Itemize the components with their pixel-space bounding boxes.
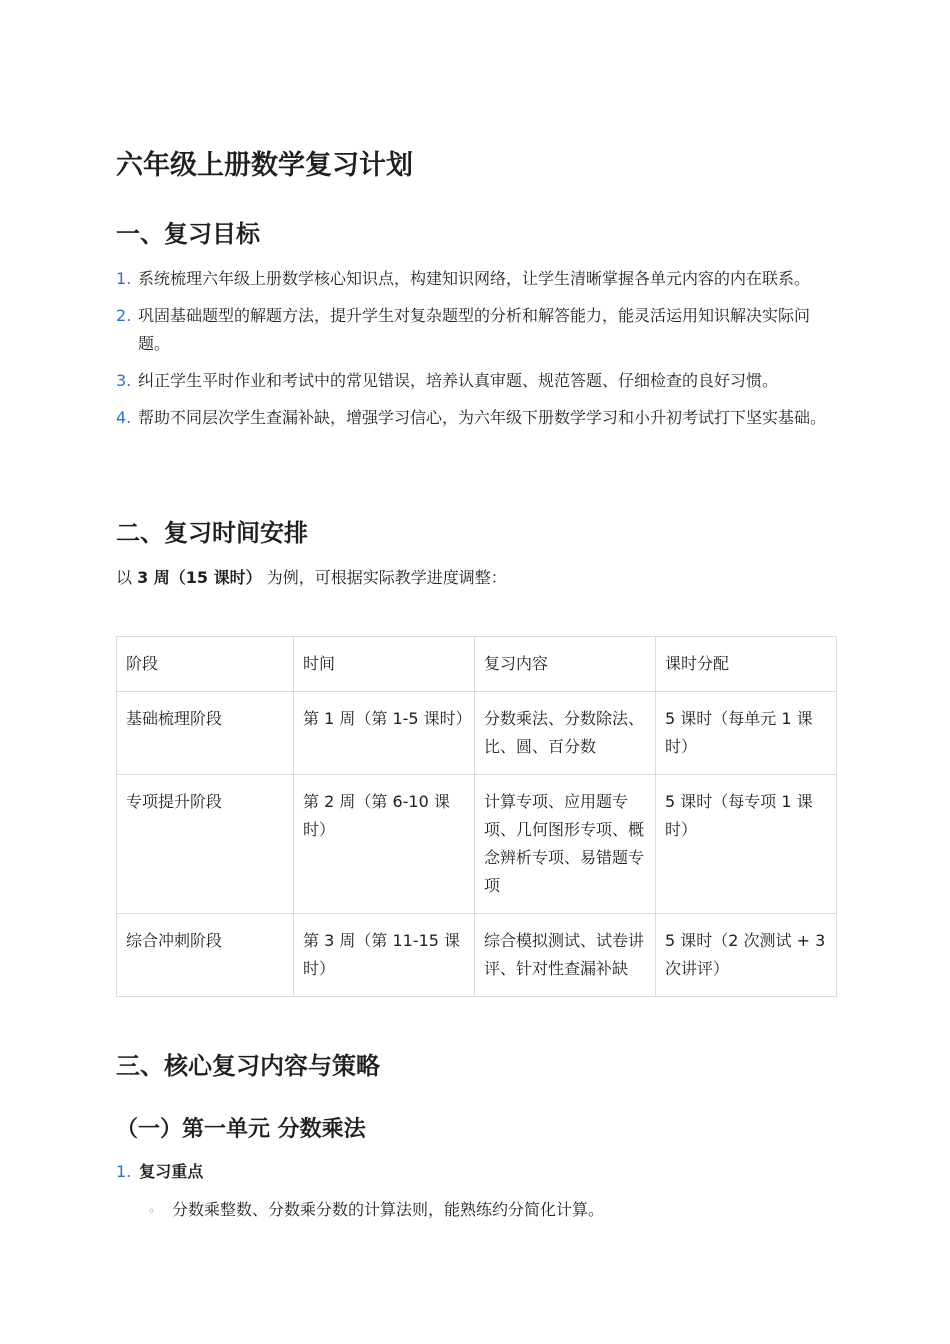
schedule-intro xyxy=(116,564,507,592)
document-title: 六年级上册数学复习计划 xyxy=(116,150,413,181)
table-cell: 专项提升阶段 xyxy=(117,775,294,914)
list-item xyxy=(116,265,836,293)
list-item-text: 纠正学生平时作业和考试中的常见错误，培养认真审题、规范答题、仔细检查的良好习惯。 xyxy=(138,371,779,390)
table-cell: 5 课时（每单元 1 课时） xyxy=(656,692,837,775)
intro-bold: 3 周（15 课时） xyxy=(137,568,262,587)
sub-heading-unit1: （一）第一单元 分数乘法 xyxy=(116,1117,366,1142)
focus-item xyxy=(116,1158,203,1186)
list-item-text: 系统梳理六年级上册数学核心知识点，构建知识网络，让学生清晰掌握各单元内容的内在联系。 xyxy=(138,269,811,288)
intro-suffix: 为例，可根据实际教学进度调整： xyxy=(261,568,507,587)
list-number: 1. xyxy=(116,1162,132,1181)
section-heading-goals: 一、复习目标 xyxy=(116,220,260,248)
schedule-table xyxy=(116,636,837,997)
list-number: 4. xyxy=(116,408,132,427)
intro-prefix: 以 xyxy=(116,568,138,587)
table-cell: 第 1 周（第 1-5 课时） xyxy=(294,692,475,775)
list-number: 1. xyxy=(116,269,132,288)
list-item xyxy=(116,404,836,432)
table-cell: 第 2 周（第 6-10 课时） xyxy=(294,775,475,914)
table-row xyxy=(117,775,837,914)
table-row xyxy=(117,692,837,775)
list-item xyxy=(116,367,836,395)
bullet-icon: ◦ xyxy=(148,1204,156,1218)
sub-list-item xyxy=(148,1196,604,1225)
list-number: 3. xyxy=(116,371,132,390)
table-header-cell: 阶段 xyxy=(117,637,294,692)
table-header-cell: 复习内容 xyxy=(475,637,656,692)
list-item-text: 帮助不同层次学生查漏补缺，增强学习信心，为六年级下册数学学习和小升初考试打下坚实基础。 xyxy=(138,408,827,427)
section-heading-content: 三、核心复习内容与策略 xyxy=(116,1052,380,1080)
list-item xyxy=(116,302,836,358)
list-number: 2. xyxy=(116,306,132,325)
sub-list-item-text: 分数乘整数、分数乘分数的计算法则，能熟练约分简化计算。 xyxy=(172,1200,605,1219)
table-cell: 计算专项、应用题专项、几何图形专项、概念辨析专项、易错题专项 xyxy=(475,775,656,914)
table-row xyxy=(117,914,837,997)
table-header-cell: 时间 xyxy=(294,637,475,692)
table-header-row xyxy=(117,637,837,692)
list-item-text: 巩固基础题型的解题方法，提升学生对复杂题型的分析和解答能力，能灵活运用知识解决实际问题。 xyxy=(138,306,811,353)
section-heading-schedule: 二、复习时间安排 xyxy=(116,519,308,547)
table-cell: 第 3 周（第 11-15 课时） xyxy=(294,914,475,997)
table-cell: 基础梳理阶段 xyxy=(117,692,294,775)
table-cell: 综合冲刺阶段 xyxy=(117,914,294,997)
focus-label: 复习重点 xyxy=(139,1162,204,1181)
table-cell: 分数乘法、分数除法、比、圆、百分数 xyxy=(475,692,656,775)
goals-list xyxy=(116,265,836,441)
table-cell: 综合模拟测试、试卷讲评、针对性查漏补缺 xyxy=(475,914,656,997)
table-header-cell: 课时分配 xyxy=(656,637,837,692)
table-cell: 5 课时（2 次测试 + 3 次讲评） xyxy=(656,914,837,997)
table-cell: 5 课时（每专项 1 课时） xyxy=(656,775,837,914)
